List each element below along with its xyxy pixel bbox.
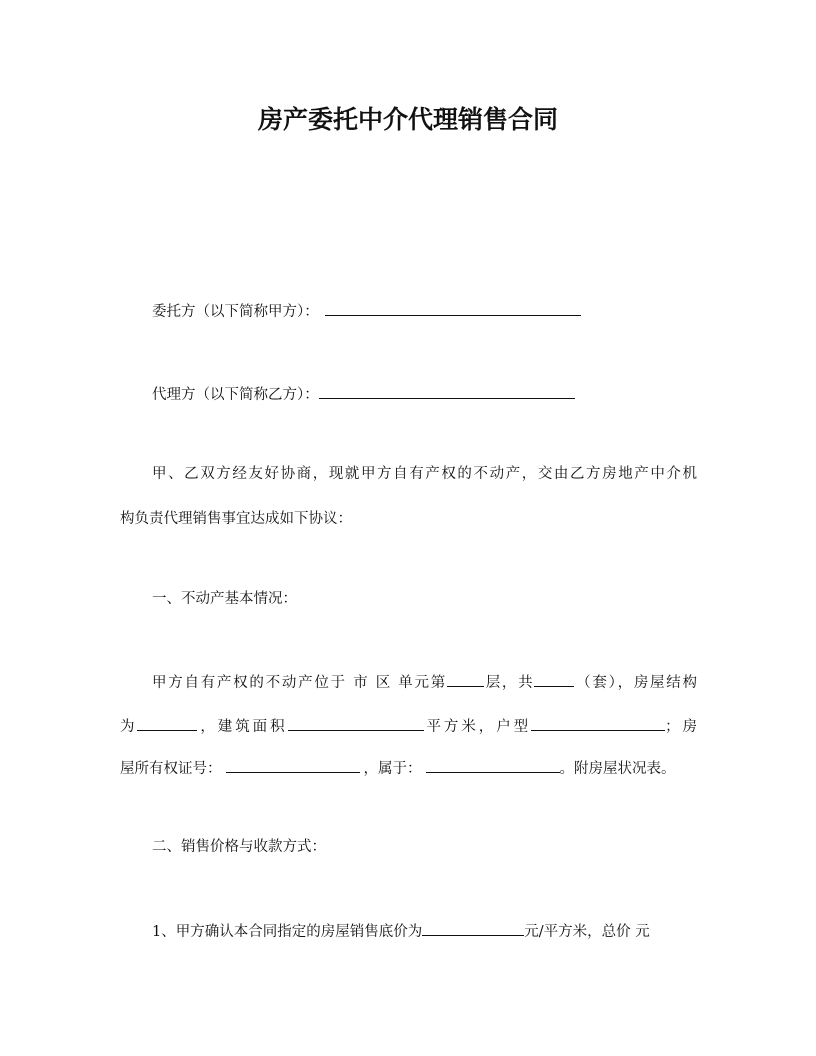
text: 1、甲方确认本合同指定的房屋销售底价为 — [152, 924, 423, 940]
price-line — [152, 920, 650, 942]
section-2-heading: 二、销售价格与收款方式： — [152, 839, 326, 855]
document-title: 房产委托中介代理销售合同 — [257, 105, 558, 134]
property-line-1 — [152, 671, 697, 693]
area-blank[interactable] — [288, 715, 424, 731]
unit-price-blank[interactable] — [422, 920, 524, 936]
text: 层，共 — [483, 675, 535, 691]
text: 屋所有权证号： — [120, 761, 222, 777]
party-a-blank[interactable] — [325, 300, 581, 316]
structure-blank[interactable] — [137, 715, 197, 731]
text: 元/平方米，总价 元 — [524, 924, 650, 940]
party-b-line — [152, 383, 575, 405]
text: 为 — [120, 719, 138, 735]
layout-blank[interactable] — [531, 715, 665, 731]
floor-blank[interactable] — [447, 671, 484, 687]
text: 甲方自有产权的不动产位于 市 区 单元第 — [152, 675, 447, 691]
party-b-label: 代理方（以下简称乙方）： — [152, 387, 319, 403]
intro-line-2: 构负责代理销售事宜达成如下协议： — [120, 511, 352, 527]
party-b-blank[interactable] — [319, 383, 575, 399]
section-1-heading: 一、不动产基本情况： — [152, 591, 297, 607]
owner-blank[interactable] — [426, 757, 560, 773]
property-line-2 — [120, 715, 697, 737]
text: ；房 — [665, 719, 698, 735]
intro-line-1: 甲、乙双方经友好协商，现就甲方自有产权的不动产，交由乙方房地产中介机 — [152, 466, 697, 482]
certificate-blank[interactable] — [226, 757, 360, 773]
text: 。附房屋状况表。 — [559, 761, 676, 777]
party-a-line — [152, 300, 581, 322]
party-a-label: 委托方（以下简称甲方）： — [152, 304, 319, 320]
property-line-3 — [120, 757, 676, 779]
text: （套），房屋结构 — [574, 675, 698, 691]
text: ，属于： — [363, 761, 422, 777]
text: ，建筑面积 — [197, 719, 288, 735]
units-blank[interactable] — [534, 671, 574, 687]
text: 平方米，户型 — [423, 719, 532, 735]
